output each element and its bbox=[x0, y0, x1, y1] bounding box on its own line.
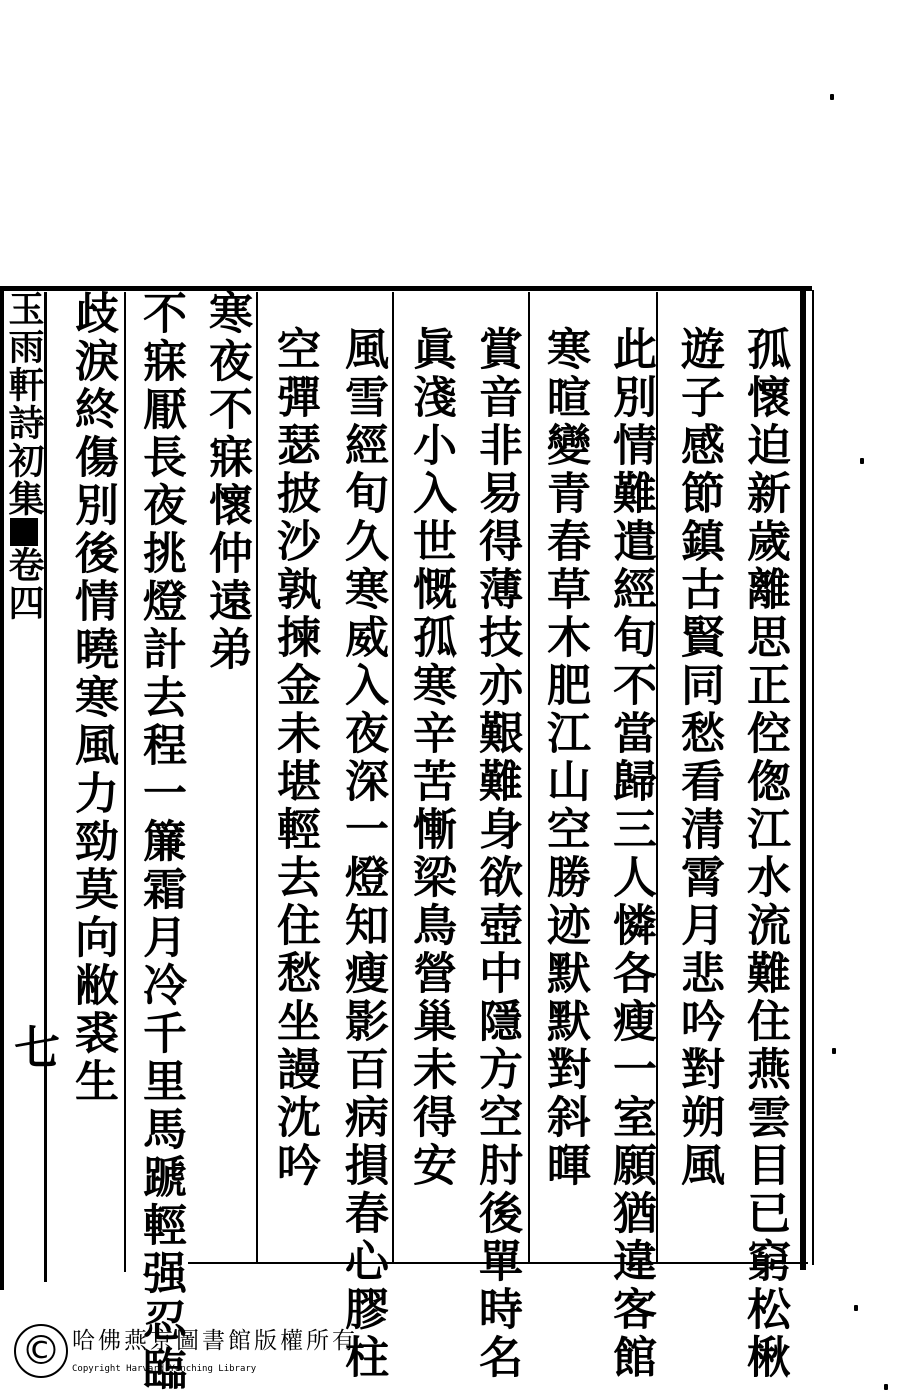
text-column-10: 不寐厭長夜挑燈計去程一簾霜月冷千里馬蹏輕强忍臨 bbox=[135, 290, 186, 1394]
copyright-icon: © bbox=[14, 1324, 68, 1378]
ink-speck bbox=[832, 1048, 836, 1054]
text-column-5: 賞音非易得薄技亦艱難身欲壺中隱方空肘後單時名 bbox=[471, 326, 522, 1382]
frame-top-border bbox=[0, 286, 812, 291]
ink-speck bbox=[884, 1384, 888, 1390]
ink-speck bbox=[830, 94, 834, 100]
page-number: 七 bbox=[14, 1021, 60, 1075]
text-column-6: 眞淺小入世慨孤寒辛苦慚梁鳥營巢未得安 bbox=[405, 326, 456, 1190]
watermark-chinese: 哈佛燕京圖書館版權所有 bbox=[72, 1328, 358, 1354]
watermark-english: Copyright Harvard-Yenching Library bbox=[72, 1364, 257, 1374]
text-column-2: 遊子感節鎮古賢同愁看清霄月悲吟對朔風 bbox=[673, 326, 724, 1190]
column-divider bbox=[392, 292, 394, 1262]
text-column-4: 寒暄變青春草木肥江山空勝迹默默對斜暉 bbox=[539, 326, 590, 1190]
column-divider bbox=[256, 292, 258, 1262]
poem-title: 寒夜不寐懷仲遠弟 bbox=[201, 290, 252, 674]
ink-speck bbox=[860, 458, 864, 464]
text-column-8: 空彈瑟披沙孰揀金未堪輕去住愁坐謾沈吟 bbox=[269, 326, 320, 1190]
column-divider bbox=[528, 292, 530, 1262]
frame-right-border bbox=[800, 286, 806, 1270]
text-column-3: 此別情難遣經旬不當歸三人憐各瘦一室願猶違客館 bbox=[605, 326, 656, 1382]
text-column-1: 孤懷迫新歲離思正倥偬江水流難住燕雲目已窮松楸 bbox=[739, 326, 790, 1382]
copyright-watermark bbox=[14, 1322, 358, 1384]
margin-book-title bbox=[2, 290, 44, 1290]
ink-speck bbox=[854, 1305, 858, 1311]
text-column-11: 歧淚終傷別後情曉寒風力勁莫向敝裘生 bbox=[67, 290, 118, 1106]
text-column-7: 風雪經旬久寒威入夜深一燈知瘦影百病損春心膠柱 bbox=[337, 326, 388, 1382]
margin-fishtail-icon bbox=[10, 518, 38, 546]
column-divider bbox=[124, 292, 126, 1272]
frame-right-inner-border bbox=[812, 290, 814, 1265]
margin-title-text: 玉雨軒詩初集 bbox=[3, 290, 45, 518]
margin-volume-text: 卷四 bbox=[3, 546, 45, 622]
column-divider bbox=[656, 292, 658, 1262]
